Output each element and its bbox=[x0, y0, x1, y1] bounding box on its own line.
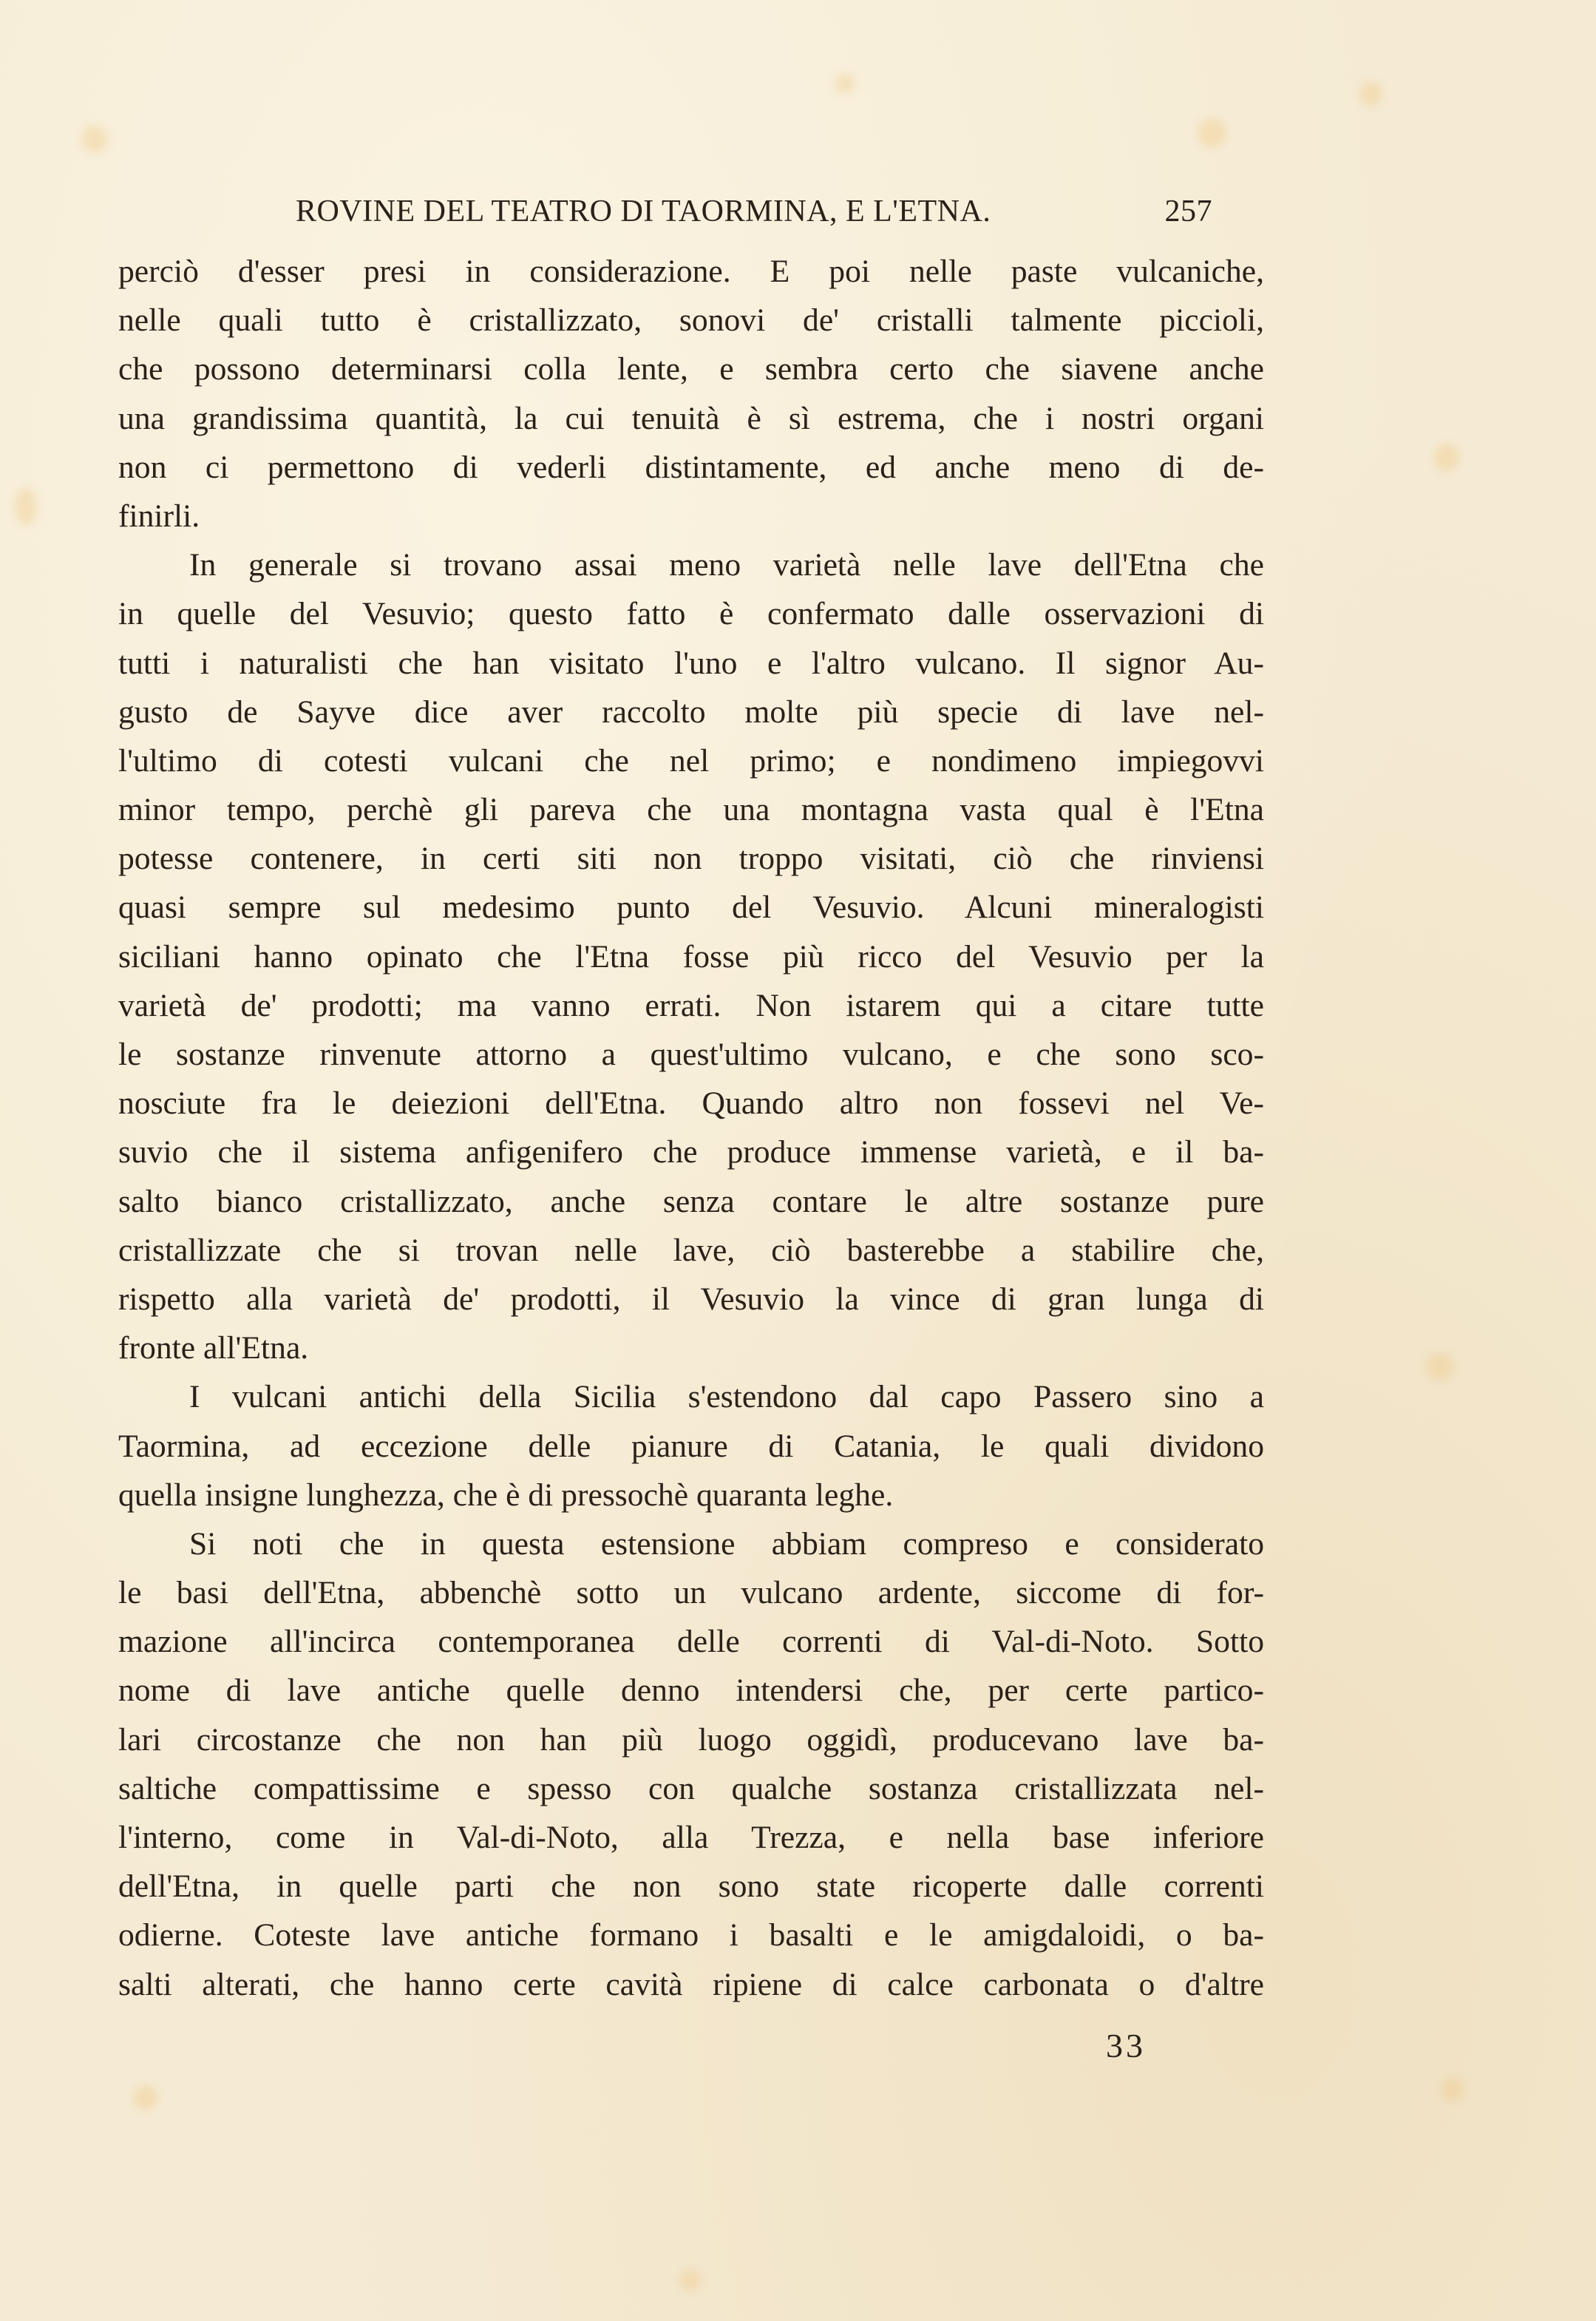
running-title: ROVINE DEL TEATRO DI TAORMINA, E L'ETNA. bbox=[296, 194, 991, 228]
text-line: suvio che il sistema anfigenifero che produce immense varietà, e il ba- bbox=[118, 1134, 1264, 1170]
foxing-stain bbox=[1434, 444, 1459, 472]
text-line: perciò d'esser presi in considerazione. E poi nelle paste vulcaniche, bbox=[118, 254, 1264, 289]
text-line: una grandissima quantità, la cui tenuità è sì estrema, che i nostri organi bbox=[118, 400, 1264, 436]
text-line: minor tempo, perchè gli pareva che una montagna vasta qual è l'Etna bbox=[118, 792, 1264, 828]
foxing-stain bbox=[133, 2085, 158, 2110]
text-line: I vulcani antichi della Sicilia s'estendono dal capo Passero sino a bbox=[189, 1379, 1264, 1415]
text-line: nome di lave antiche quelle denno intendersi che, per certe partico- bbox=[118, 1673, 1264, 1709]
text-line: salto bianco cristallizzato, anche senza contare le altre sostanze pure bbox=[118, 1183, 1264, 1219]
body-text bbox=[118, 247, 1264, 2009]
signature-mark: 33 bbox=[1106, 2027, 1146, 2064]
text-line: gusto de Sayve dice aver raccolto molte più specie di lave nel- bbox=[118, 694, 1264, 730]
text-line: tutti i naturalisti che han visitato l'uno e l'altro vulcano. Il signor Au- bbox=[118, 645, 1264, 681]
text-line: lari circostanze che non han più luogo oggidì, producevano lave ba- bbox=[118, 1721, 1264, 1758]
text-line: Si noti che in questa estensione abbiam compreso e considerato bbox=[189, 1525, 1264, 1562]
text-line: nelle quali tutto è cristallizzato, sonovi de' cristalli talmente piccioli, bbox=[118, 302, 1264, 339]
text-line: Taormina, ad eccezione delle pianure di Catania, le quali dividono bbox=[118, 1428, 1264, 1464]
foxing-stain bbox=[1442, 2078, 1464, 2101]
text-line: dell'Etna, in quelle parti che non sono state ricoperte dalle correnti bbox=[118, 1868, 1264, 1905]
text-line: quella insigne lunghezza, che è di pressochè quaranta leghe. bbox=[118, 1477, 894, 1513]
foxing-stain bbox=[1427, 1353, 1453, 1380]
text-line: le basi dell'Etna, abbenchè sotto un vulcano ardente, siccome di for- bbox=[118, 1575, 1264, 1611]
foxing-stain bbox=[1198, 118, 1227, 148]
foxing-stain bbox=[15, 488, 37, 525]
text-line: quasi sempre sul medesimo punto del Vesuvio. Alcuni mineralogisti bbox=[118, 890, 1264, 926]
page-number: 257 bbox=[1164, 194, 1212, 228]
foxing-stain bbox=[1360, 81, 1382, 106]
text-line: salti alterati, che hanno certe cavità ripiene di calce carbonata o d'altre bbox=[118, 1966, 1264, 2002]
text-line: finirli. bbox=[118, 498, 200, 534]
text-line: In generale si trovano assai meno varietà nelle lave dell'Etna che bbox=[189, 547, 1264, 583]
text-line: l'ultimo di cotesti vulcani che nel primo; e nondimeno impiegovvi bbox=[118, 742, 1264, 779]
text-line: le sostanze rinvenute attorno a quest'ultimo vulcano, e che sono sco- bbox=[118, 1037, 1264, 1072]
foxing-stain bbox=[81, 126, 108, 152]
text-line: siciliani hanno opinato che l'Etna fosse più ricco del Vesuvio per la bbox=[118, 938, 1264, 975]
text-line: che possono determinarsi colla lente, e sembra certo che siavene anche bbox=[118, 351, 1264, 387]
text-line: cristallizzate che si trovan nelle lave, ciò basterebbe a stabilire che, bbox=[118, 1232, 1264, 1268]
text-line: rispetto alla varietà de' prodotti, il Vesuvio la vince di gran lunga di bbox=[118, 1281, 1264, 1317]
foxing-stain bbox=[680, 2270, 701, 2291]
text-line: varietà de' prodotti; ma vanno errati. Non istarem qui a citare tutte bbox=[118, 987, 1264, 1023]
text-line: fronte all'Etna. bbox=[118, 1330, 309, 1366]
text-line: l'interno, come in Val-di-Noto, alla Trezza, e nella base inferiore bbox=[118, 1820, 1264, 1855]
text-line: in quelle del Vesuvio; questo fatto è confermato dalle osservazioni di bbox=[118, 596, 1264, 632]
text-line: nosciute fra le deiezioni dell'Etna. Quando altro non fossevi nel Ve- bbox=[118, 1085, 1264, 1122]
running-header bbox=[296, 194, 1212, 229]
text-line: odierne. Coteste lave antiche formano i basalti e le amigdaloidi, o ba- bbox=[118, 1917, 1264, 1954]
text-line: mazione all'incirca contemporanea delle correnti di Val-di-Noto. Sotto bbox=[118, 1624, 1264, 1660]
foxing-stain bbox=[835, 74, 855, 93]
text-line: potesse contenere, in certi siti non troppo visitati, ciò che rinviensi bbox=[118, 841, 1264, 877]
text-line: saltiche compattissime e spesso con qualche sostanza cristallizzata nel- bbox=[118, 1770, 1264, 1806]
text-line: non ci permettono di vederli distintamente, ed anche meno di de- bbox=[118, 449, 1264, 485]
